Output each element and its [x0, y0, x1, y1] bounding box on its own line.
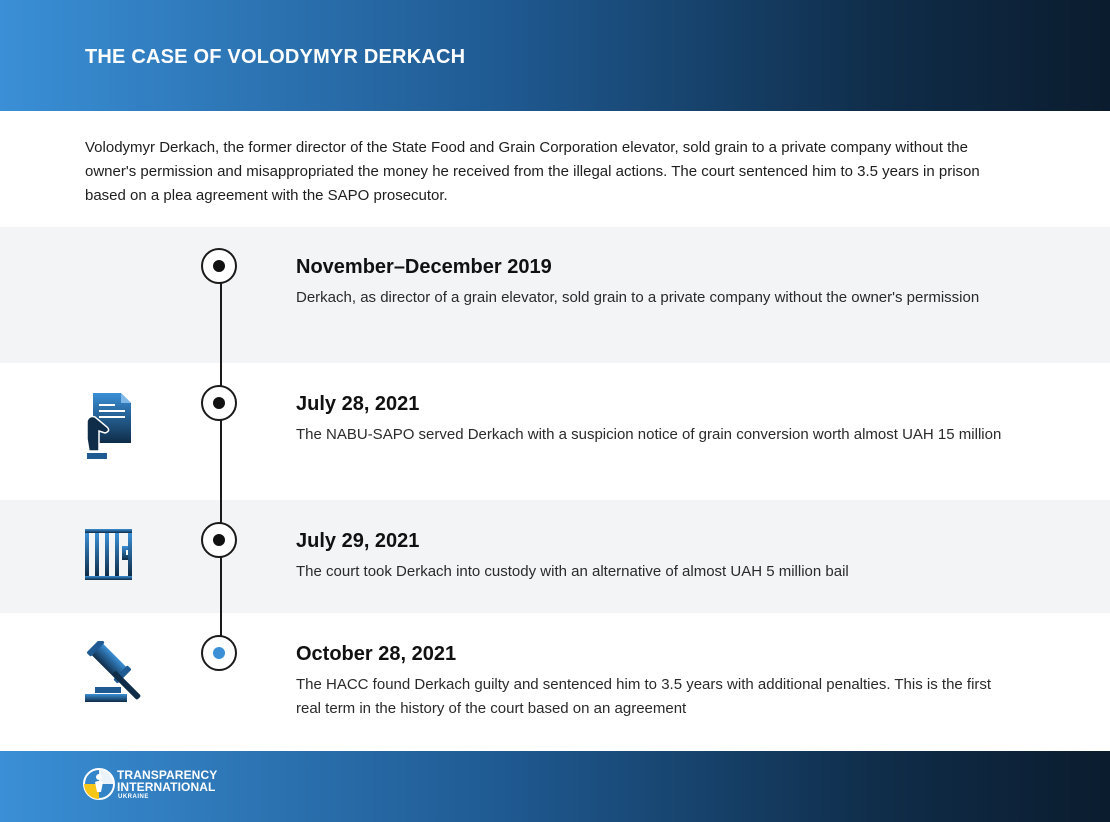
node-dot: [213, 534, 225, 546]
header-banner: [0, 0, 1110, 111]
logo-line-1: TRANSPARENCY: [117, 768, 218, 782]
intro-paragraph: Volodymyr Derkach, the former director of the State Food and Grain Corporation elevator, sold grain to a private company without the owner's permission and misappropriated the money he received from the illegal actions. The court sentenced him to 3.5 years in prison based on a plea agreement with the SAPO prosecutor.: [85, 139, 980, 204]
timeline-row-3: [0, 500, 1110, 613]
node-dot: [213, 397, 225, 409]
event-date: October 28, 2021: [296, 643, 457, 665]
event-description: The HACC found Derkach guilty and sentenced him to 3.5 years with additional penalties. This is the first real term in the history of the court based on an agreement: [296, 676, 992, 717]
logo-line-3: UKRAINE: [118, 794, 149, 800]
event-date: July 29, 2021: [296, 530, 420, 552]
event-date: November–December 2019: [296, 256, 552, 278]
event-description: Derkach, as director of a grain elevator, sold grain to a private company without the owner's permission: [296, 289, 980, 306]
transparency-international-logo-icon[interactable]: [83, 768, 115, 800]
event-date: July 28, 2021: [296, 393, 420, 415]
timeline-node-3: [201, 522, 237, 558]
node-dot-active: [213, 647, 225, 659]
timeline-node-2: [201, 385, 237, 421]
logo-line-2: INTERNATIONAL: [117, 780, 216, 794]
timeline-node-1: [201, 248, 237, 284]
timeline-line: [220, 266, 222, 654]
logo-text[interactable]: [117, 769, 217, 801]
event-description: The court took Derkach into custody with an alternative of almost UAH 5 million bail: [296, 563, 849, 580]
document-hand-icon: [85, 391, 133, 461]
page-title: THE CASE OF VOLODYMYR DERKACH: [85, 46, 466, 68]
node-dot: [213, 260, 225, 272]
prison-bars-icon: [85, 529, 133, 581]
event-description: The NABU-SAPO served Derkach with a suspicion notice of grain conversion worth almost UAH 15 million: [296, 426, 1002, 443]
gavel-icon: [85, 641, 149, 703]
timeline-node-4: [201, 635, 237, 671]
